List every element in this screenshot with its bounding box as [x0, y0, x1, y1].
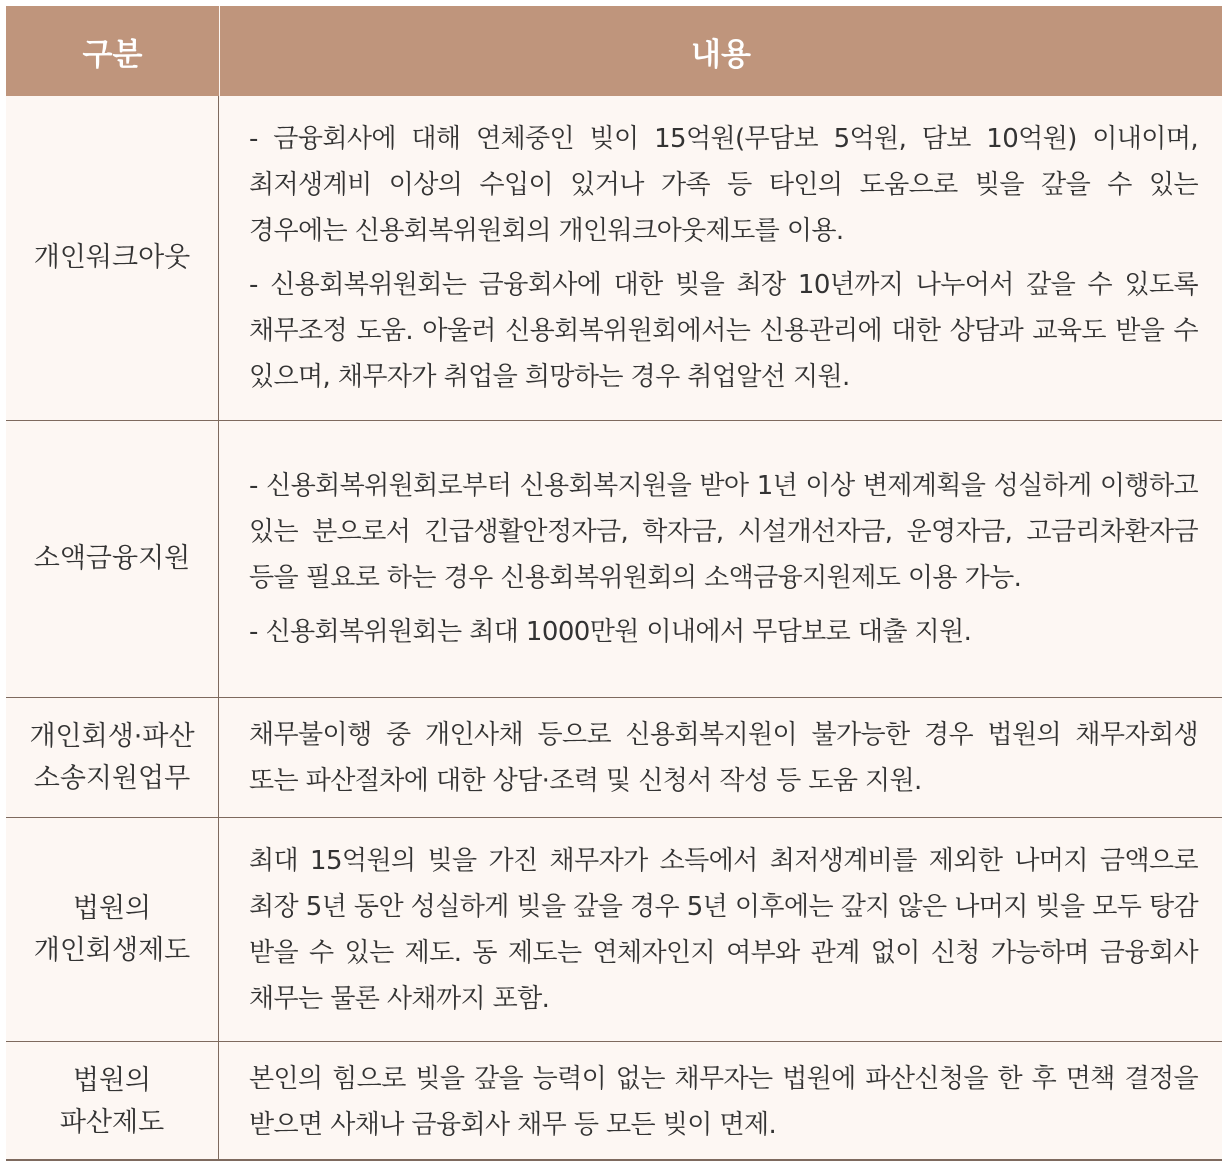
row-category-line: 소송지원업무 — [33, 762, 191, 794]
row-category — [6, 698, 219, 817]
row-content — [219, 818, 1222, 1041]
row-paragraph: 채무불이행 중 개인사채 등으로 신용회복지원이 불가능한 경우 법원의 채무자회생 또는 파산절차에 대한 상담·조력 및 신청서 작성 등 도움 지원. — [249, 719, 1198, 796]
header-content: 내용 — [691, 36, 751, 73]
table-header — [6, 6, 1222, 96]
row-category: 개인워크아웃 — [6, 96, 219, 420]
row-category-line: 파산제도 — [59, 1106, 165, 1138]
row-category-line: 개인회생·파산 — [29, 720, 195, 752]
row-content — [219, 96, 1222, 420]
row-paragraph: - 신용회복위원회는 최대 1000만원 이내에서 무담보로 대출 지원. — [249, 617, 972, 647]
row-category-line: 법원의 — [72, 1064, 152, 1096]
row-paragraph: - 금융회사에 대해 연체중인 빚이 15억원(무담보 5억원, 담보 10억원) 이내이며, 최저생계비 이상의 수입이 있거나 가족 등 타인의 도움으로 빚을 갚을 수 있는 경우에는 신용회복위원회의 개인워크아웃제도를 이용. — [249, 124, 1198, 246]
row-paragraph: 본인의 힘으로 빚을 갚을 능력이 없는 채무자는 법원에 파산신청을 한 후 면책 결정을 받으면 사채나 금융회사 채무 등 모든 빚이 면제. — [249, 1063, 1198, 1140]
row-paragraph: - 신용회복위원회로부터 신용회복지원을 받아 1년 이상 변제계획을 성실하게 이행하고 있는 분으로서 긴급생활안정자금, 학자금, 시설개선자금, 운영자금, 고금리차환자금 등을 필요로 하는 경우 신용회복위원회의 소액금융지원제도 이용 가능. — [249, 471, 1198, 593]
table-row — [6, 698, 1222, 818]
table-row — [6, 421, 1222, 698]
row-category-line: 개인회생제도 — [33, 934, 191, 966]
row-category — [6, 1042, 219, 1161]
row-paragraph: 최대 15억원의 빚을 가진 채무자가 소득에서 최저생계비를 제외한 나머지 금액으로 최장 5년 동안 성실하게 빚을 갚을 경우 5년 이후에는 갚지 않은 나머지 빚을 모두 탕감 받을 수 있는 제도. 동 제도는 연체자인지 여부와 관계 없이 신청 가능하며 금융회사 채무는 물론 사채까지 포함. — [249, 845, 1198, 1014]
header-category: 구분 — [6, 6, 220, 96]
info-table — [6, 6, 1222, 1161]
row-content — [219, 1042, 1222, 1161]
row-category — [6, 818, 219, 1041]
row-content — [219, 698, 1222, 817]
row-paragraph: - 신용회복위원회는 금융회사에 대한 빚을 최장 10년까지 나누어서 갚을 수 있도록 채무조정 도움. 아울러 신용회복위원회에서는 신용관리에 대한 상담과 교육도 받을 수 있으며, 채무자가 취업을 희망하는 경우 취업알선 지원. — [249, 270, 1198, 392]
row-category-line: 법원의 — [72, 892, 152, 924]
table-row — [6, 96, 1222, 421]
row-content — [219, 421, 1222, 697]
table-row — [6, 1042, 1222, 1161]
row-category: 소액금융지원 — [6, 421, 219, 697]
table-row — [6, 818, 1222, 1042]
